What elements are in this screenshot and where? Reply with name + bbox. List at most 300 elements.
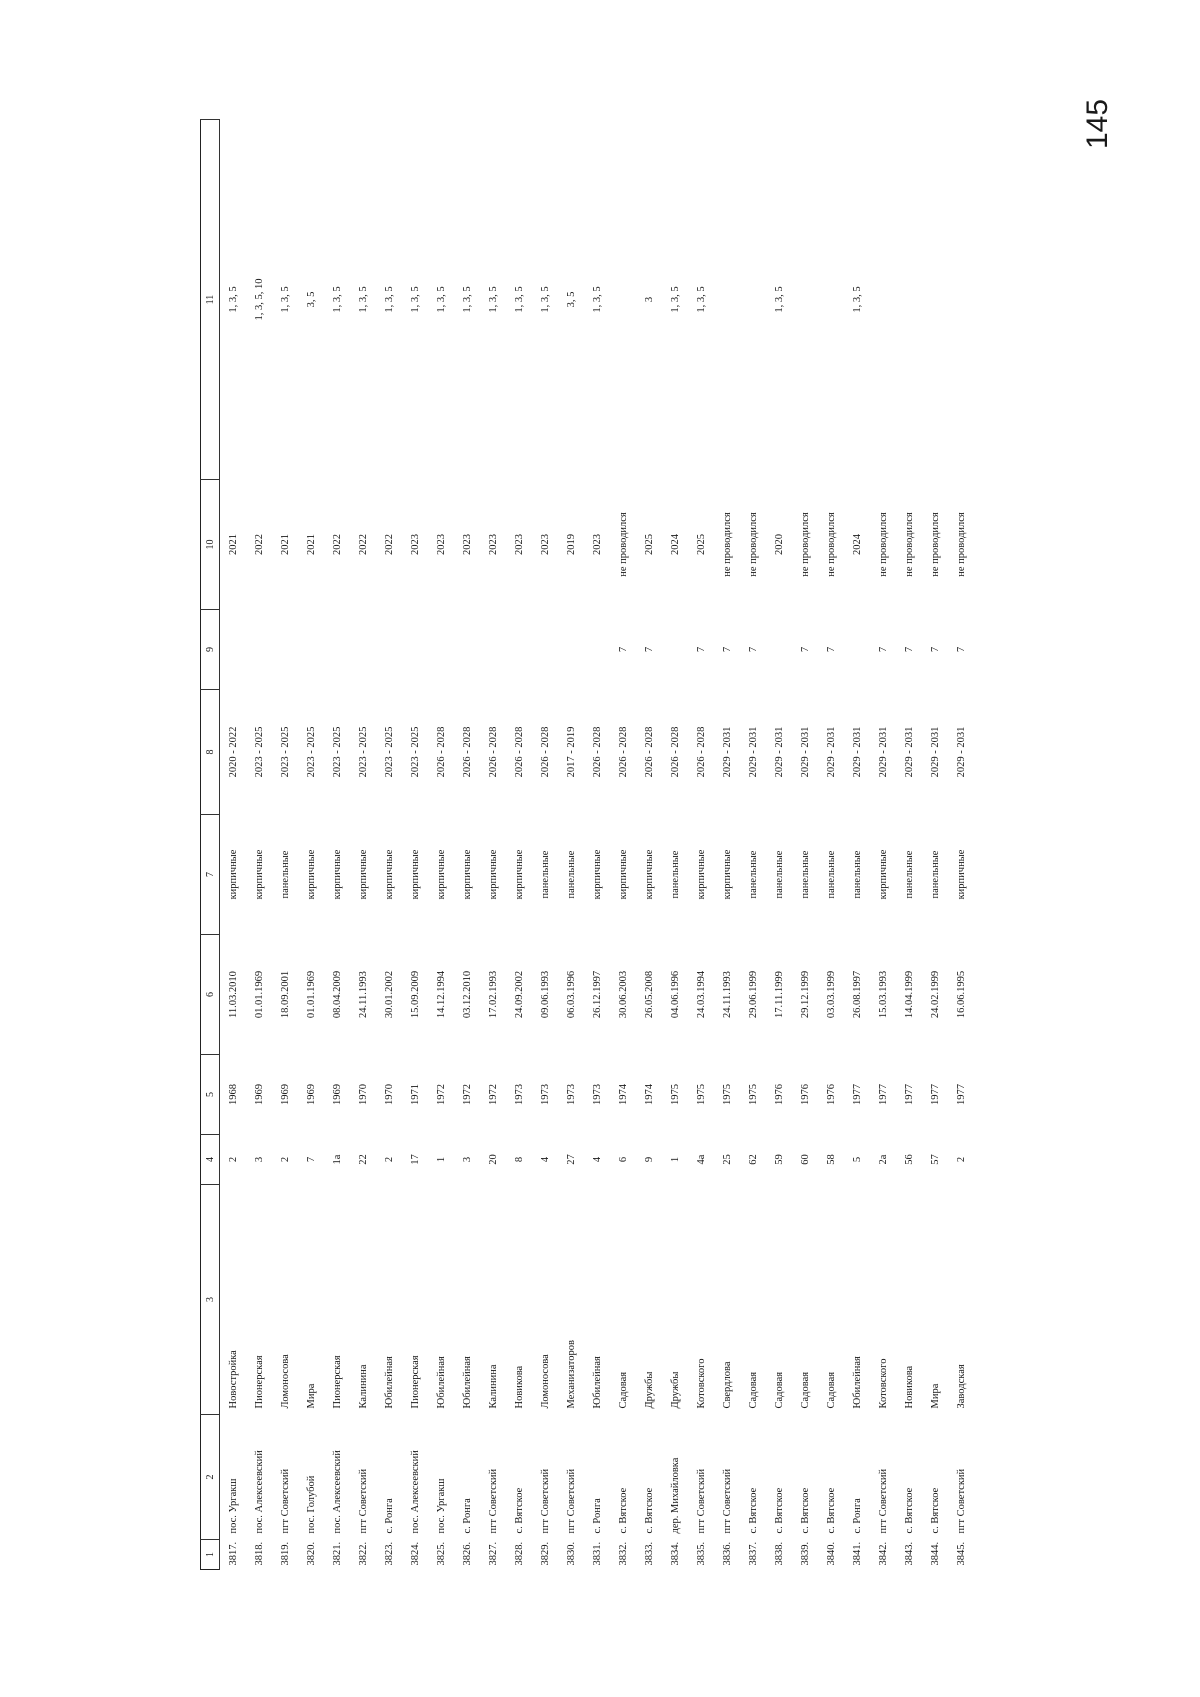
settlement-cell: пгт Советский <box>721 1468 733 1534</box>
wall-material-cell: кирпичные <box>383 849 395 900</box>
period-cell: 2023 - 2025 <box>331 726 343 778</box>
table-row <box>220 120 247 1570</box>
column-header: 9 <box>201 610 220 690</box>
year-cell: 2023 <box>409 534 421 555</box>
codes-cell: 1, 3, 5 <box>409 286 421 313</box>
street-cell: Юбилейная <box>435 1356 447 1409</box>
house-number-cell: 8 <box>513 1156 525 1163</box>
codes-cell: 1, 3, 5 <box>357 286 369 313</box>
date-cell: 26.05.2008 <box>643 970 655 1019</box>
code-cell: 7 <box>825 646 837 653</box>
street-cell: Юбилейная <box>591 1356 603 1409</box>
date-cell: 30.06.2003 <box>617 970 629 1019</box>
column-header: 10 <box>201 480 220 610</box>
date-cell: 24.02.1999 <box>929 970 941 1019</box>
codes-cell: 1, 3, 5, 10 <box>253 278 265 321</box>
wall-material-cell: панельные <box>279 850 291 899</box>
period-cell: 2026 - 2028 <box>669 726 681 778</box>
code-cell <box>506 610 532 690</box>
date-cell: 18.09.2001 <box>279 970 291 1019</box>
code-cell <box>662 610 688 690</box>
row-number-cell: 3831. <box>591 1541 603 1566</box>
street-cell: Пионерская <box>253 1355 265 1409</box>
codes-cell: 1, 3, 5 <box>539 286 551 313</box>
date-cell: 03.12.2010 <box>461 970 473 1019</box>
year-cell: 2023 <box>513 534 525 555</box>
table-row <box>272 120 298 1570</box>
year-built-cell: 1969 <box>305 1084 317 1105</box>
settlement-cell: с. Вятское <box>747 1487 759 1534</box>
wall-material-cell: панельные <box>539 850 551 899</box>
table-row <box>636 120 662 1570</box>
column-header: 5 <box>201 1055 220 1135</box>
column-header: 3 <box>201 1185 220 1415</box>
period-cell: 2029 - 2031 <box>721 726 733 778</box>
year-built-cell: 1973 <box>513 1084 525 1105</box>
settlement-cell: дер. Михайловка <box>669 1457 681 1534</box>
year-cell: не проводился <box>929 512 941 577</box>
codes-cell: 1, 3, 5 <box>851 286 863 313</box>
year-built-cell: 1972 <box>461 1084 473 1105</box>
year-built-cell: 1973 <box>539 1084 551 1105</box>
row-number-cell: 3833. <box>643 1541 655 1566</box>
codes-cell: 1, 3, 5 <box>279 286 291 313</box>
year-cell: 2024 <box>851 534 863 555</box>
date-cell: 24.09.2002 <box>513 970 525 1019</box>
table-row <box>896 120 922 1570</box>
period-cell: 2023 - 2025 <box>305 726 317 778</box>
wall-material-cell: панельные <box>851 850 863 899</box>
row-number-cell: 3827. <box>487 1541 499 1566</box>
house-number-cell: 56 <box>903 1154 915 1165</box>
date-cell: 29.06.1999 <box>747 970 759 1019</box>
year-built-cell: 1976 <box>773 1084 785 1105</box>
street-cell: Новикова <box>903 1365 915 1409</box>
codes-cell <box>792 120 818 480</box>
row-number-cell: 3832. <box>617 1541 629 1566</box>
wall-material-cell: кирпичные <box>513 849 525 900</box>
date-cell: 15.03.1993 <box>877 970 889 1019</box>
code-cell: 7 <box>617 646 629 653</box>
code-cell <box>480 610 506 690</box>
row-number-cell: 3844. <box>929 1541 941 1566</box>
settlement-cell: пгт Советский <box>695 1468 707 1534</box>
codes-cell <box>896 120 922 480</box>
wall-material-cell: кирпичные <box>955 849 967 900</box>
year-built-cell: 1969 <box>279 1084 291 1105</box>
period-cell: 2029 - 2031 <box>825 726 837 778</box>
wall-material-cell: панельные <box>825 850 837 899</box>
street-cell: Новикова <box>513 1365 525 1409</box>
period-cell: 2026 - 2028 <box>539 726 551 778</box>
year-cell: не проводился <box>799 512 811 577</box>
wall-material-cell: панельные <box>747 850 759 899</box>
house-number-cell: 2 <box>383 1156 395 1163</box>
date-cell: 15.09.2009 <box>409 970 421 1019</box>
row-number-cell: 3822. <box>357 1541 369 1566</box>
year-cell: 2021 <box>279 534 291 555</box>
date-cell: 17.11.1999 <box>773 971 785 1018</box>
period-cell: 2017 - 2019 <box>565 726 577 778</box>
year-built-cell: 1974 <box>643 1084 655 1105</box>
codes-cell: 1, 3, 5 <box>383 286 395 313</box>
period-cell: 2023 - 2025 <box>409 726 421 778</box>
wall-material-cell: кирпичные <box>643 849 655 900</box>
house-number-cell: 25 <box>721 1154 733 1165</box>
year-cell: 2023 <box>435 534 447 555</box>
year-cell: не проводился <box>877 512 889 577</box>
wall-material-cell: кирпичные <box>331 849 343 900</box>
date-cell: 24.03.1994 <box>695 970 707 1019</box>
codes-cell: 1, 3, 5 <box>435 286 447 313</box>
house-number-cell: 4а <box>695 1154 707 1165</box>
row-number-cell: 3823. <box>383 1541 395 1566</box>
table-row <box>792 120 818 1570</box>
year-built-cell: 1974 <box>617 1084 629 1105</box>
column-header: 6 <box>201 935 220 1055</box>
codes-cell: 1, 3, 5 <box>591 286 603 313</box>
year-cell: не проводился <box>721 512 733 577</box>
column-header: 2 <box>201 1415 220 1540</box>
year-cell: 2022 <box>383 534 395 555</box>
house-number-cell: 62 <box>747 1154 759 1165</box>
row-number-cell: 3839. <box>799 1541 811 1566</box>
street-cell: Калинина <box>487 1364 499 1409</box>
year-cell: 2022 <box>253 534 265 555</box>
row-number-cell: 3817. <box>227 1541 239 1566</box>
year-cell: не проводился <box>825 512 837 577</box>
date-cell: 14.12.1994 <box>435 970 447 1019</box>
wall-material-cell: панельные <box>799 850 811 899</box>
period-cell: 2026 - 2028 <box>617 726 629 778</box>
wall-material-cell: кирпичные <box>591 849 603 900</box>
year-cell: не проводился <box>903 512 915 577</box>
period-cell: 2029 - 2031 <box>747 726 759 778</box>
year-cell: 2023 <box>591 534 603 555</box>
house-number-cell: 1а <box>331 1154 343 1165</box>
settlement-cell: пгт Советский <box>877 1468 889 1534</box>
settlement-cell: с. Ронга <box>461 1498 473 1534</box>
settlement-cell: с. Ронга <box>383 1498 395 1534</box>
codes-cell: 3, 5 <box>305 291 317 308</box>
year-built-cell: 1977 <box>929 1084 941 1105</box>
table-row <box>714 120 740 1570</box>
house-number-cell: 3 <box>253 1156 265 1163</box>
year-cell: 2023 <box>539 534 551 555</box>
table-row <box>766 120 792 1570</box>
street-cell: Новостройка <box>227 1350 239 1409</box>
code-cell <box>350 610 376 690</box>
year-built-cell: 1968 <box>227 1084 239 1105</box>
year-cell: 2019 <box>565 534 577 555</box>
header-row <box>201 120 220 1570</box>
codes-cell: 1, 3, 5 <box>695 286 707 313</box>
row-number-cell: 3819. <box>279 1541 291 1566</box>
code-cell: 7 <box>721 646 733 653</box>
wall-material-cell: кирпичные <box>877 849 889 900</box>
row-number-cell: 3820. <box>305 1541 317 1566</box>
period-cell: 2029 - 2031 <box>929 726 941 778</box>
wall-material-cell: кирпичные <box>435 849 447 900</box>
table-row <box>948 120 974 1570</box>
year-built-cell: 1977 <box>903 1084 915 1105</box>
house-number-cell: 4 <box>539 1156 551 1163</box>
street-cell: Садовая <box>773 1371 785 1409</box>
table-row <box>428 120 454 1570</box>
settlement-cell: с. Вятское <box>825 1487 837 1534</box>
house-number-cell: 5 <box>851 1156 863 1163</box>
column-header: 1 <box>201 1540 220 1570</box>
year-built-cell: 1976 <box>799 1084 811 1105</box>
house-number-cell: 17 <box>409 1154 421 1165</box>
codes-cell <box>922 120 948 480</box>
codes-cell: 3, 5 <box>565 291 577 308</box>
table-row <box>610 120 636 1570</box>
wall-material-cell: кирпичные <box>409 849 421 900</box>
date-cell: 01.01.1969 <box>305 970 317 1019</box>
house-number-cell: 22 <box>357 1154 369 1165</box>
year-cell: 2023 <box>487 534 499 555</box>
table-row <box>558 120 584 1570</box>
row-number-cell: 3835. <box>695 1541 707 1566</box>
year-built-cell: 1972 <box>487 1084 499 1105</box>
codes-cell <box>818 120 844 480</box>
period-cell: 2029 - 2031 <box>851 726 863 778</box>
code-cell: 7 <box>955 646 967 653</box>
code-cell: 7 <box>747 646 759 653</box>
street-cell: Котовского <box>877 1358 889 1409</box>
table-row <box>818 120 844 1570</box>
year-cell: 2023 <box>461 534 473 555</box>
date-cell: 03.03.1999 <box>825 970 837 1019</box>
table-row <box>662 120 688 1570</box>
year-built-cell: 1971 <box>409 1084 421 1105</box>
code-cell <box>844 610 870 690</box>
year-built-cell: 1972 <box>435 1084 447 1105</box>
settlement-cell: пос. Алексеевский <box>409 1450 421 1534</box>
row-number-cell: 3843. <box>903 1541 915 1566</box>
year-built-cell: 1975 <box>695 1084 707 1105</box>
data-table <box>200 119 974 1570</box>
row-number-cell: 3821. <box>331 1541 343 1566</box>
year-built-cell: 1970 <box>383 1084 395 1105</box>
codes-cell: 3 <box>643 296 655 303</box>
codes-cell <box>948 120 974 480</box>
date-cell: 09.06.1993 <box>539 970 551 1019</box>
code-cell <box>246 610 272 690</box>
code-cell: 7 <box>643 646 655 653</box>
wall-material-cell: кирпичные <box>357 849 369 900</box>
year-built-cell: 1977 <box>851 1084 863 1105</box>
code-cell <box>272 610 298 690</box>
wall-material-cell: панельные <box>565 850 577 899</box>
wall-material-cell: кирпичные <box>487 849 499 900</box>
table-row <box>844 120 870 1570</box>
period-cell: 2026 - 2028 <box>591 726 603 778</box>
street-cell: Мира <box>305 1383 317 1409</box>
settlement-cell: с. Вятское <box>799 1487 811 1534</box>
street-cell: Калинина <box>357 1364 369 1409</box>
code-cell <box>376 610 402 690</box>
house-number-cell: 20 <box>487 1154 499 1165</box>
street-cell: Ломоносова <box>279 1354 291 1409</box>
year-built-cell: 1973 <box>591 1084 603 1105</box>
codes-cell <box>610 120 636 480</box>
year-built-cell: 1975 <box>747 1084 759 1105</box>
codes-cell: 1, 3, 5 <box>461 286 473 313</box>
date-cell: 29.12.1999 <box>799 970 811 1019</box>
house-number-cell: 2 <box>279 1156 291 1163</box>
code-cell <box>220 610 247 690</box>
settlement-cell: пос. Ургакш <box>435 1478 447 1534</box>
codes-cell <box>714 120 740 480</box>
settlement-cell: пгт Советский <box>539 1468 551 1534</box>
period-cell: 2023 - 2025 <box>357 726 369 778</box>
house-number-cell: 59 <box>773 1154 785 1165</box>
date-cell: 17.02.1993 <box>487 970 499 1019</box>
row-number-cell: 3834. <box>669 1541 681 1566</box>
code-cell <box>532 610 558 690</box>
codes-cell: 1, 3, 5 <box>773 286 785 313</box>
year-cell: 2025 <box>695 534 707 555</box>
code-cell <box>298 610 324 690</box>
year-built-cell: 1975 <box>669 1084 681 1105</box>
row-number-cell: 3845. <box>955 1541 967 1566</box>
column-header: 4 <box>201 1135 220 1185</box>
house-number-cell: 1 <box>669 1156 681 1163</box>
code-cell <box>584 610 610 690</box>
codes-cell <box>870 120 896 480</box>
street-cell: Юбилейная <box>383 1356 395 1409</box>
period-cell: 2023 - 2025 <box>253 726 265 778</box>
settlement-cell: с. Вятское <box>773 1487 785 1534</box>
table-row <box>922 120 948 1570</box>
house-number-cell: 7 <box>305 1156 317 1163</box>
year-cell: 2021 <box>227 534 239 555</box>
period-cell: 2026 - 2028 <box>695 726 707 778</box>
street-cell: Механизаторов <box>565 1340 577 1409</box>
settlement-cell: с. Вятское <box>903 1487 915 1534</box>
year-cell: не проводился <box>747 512 759 577</box>
date-cell: 08.04.2009 <box>331 970 343 1019</box>
settlement-cell: пос. Алексеевский <box>331 1450 343 1534</box>
table-row <box>532 120 558 1570</box>
codes-cell: 1, 3, 5 <box>669 286 681 313</box>
code-cell <box>402 610 428 690</box>
date-cell: 06.03.1996 <box>565 970 577 1019</box>
settlement-cell: пгт Советский <box>279 1468 291 1534</box>
row-number-cell: 3828. <box>513 1541 525 1566</box>
wall-material-cell: кирпичные <box>461 849 473 900</box>
settlement-cell: с. Ронга <box>851 1498 863 1534</box>
settlement-cell: пгт Советский <box>955 1468 967 1534</box>
codes-cell <box>740 120 766 480</box>
street-cell: Садовая <box>825 1371 837 1409</box>
code-cell: 7 <box>929 646 941 653</box>
street-cell: Дружбы <box>669 1371 681 1409</box>
page-number: 145 <box>1081 98 1114 150</box>
year-built-cell: 1975 <box>721 1084 733 1105</box>
row-number-cell: 3829. <box>539 1541 551 1566</box>
table-row <box>506 120 532 1570</box>
street-cell: Ломоносова <box>539 1354 551 1409</box>
year-built-cell: 1969 <box>331 1084 343 1105</box>
date-cell: 24.11.1993 <box>357 971 369 1018</box>
year-built-cell: 1969 <box>253 1084 265 1105</box>
wall-material-cell: кирпичные <box>227 849 239 900</box>
code-cell <box>454 610 480 690</box>
wall-material-cell: кирпичные <box>617 849 629 900</box>
period-cell: 2026 - 2028 <box>487 726 499 778</box>
code-cell: 7 <box>877 646 889 653</box>
house-number-cell: 4 <box>591 1156 603 1163</box>
date-cell: 16.06.1995 <box>955 970 967 1019</box>
table-row <box>584 120 610 1570</box>
period-cell: 2029 - 2031 <box>955 726 967 778</box>
settlement-cell: пгт Советский <box>357 1468 369 1534</box>
row-number-cell: 3830. <box>565 1541 577 1566</box>
table-row <box>376 120 402 1570</box>
year-cell: 2025 <box>643 534 655 555</box>
wall-material-cell: кирпичные <box>305 849 317 900</box>
house-number-cell: 2а <box>877 1154 889 1165</box>
table-row <box>688 120 714 1570</box>
table-row <box>298 120 324 1570</box>
street-cell: Юбилейная <box>461 1356 473 1409</box>
row-number-cell: 3842. <box>877 1541 889 1566</box>
period-cell: 2023 - 2025 <box>279 726 291 778</box>
year-cell: не проводился <box>617 512 629 577</box>
code-cell: 7 <box>695 646 707 653</box>
settlement-cell: с. Ронга <box>591 1498 603 1534</box>
street-cell: Садовая <box>799 1371 811 1409</box>
period-cell: 2023 - 2025 <box>383 726 395 778</box>
street-cell: Пионерская <box>331 1355 343 1409</box>
street-cell: Заводская <box>955 1364 967 1409</box>
settlement-cell: пос. Голубой <box>305 1475 317 1534</box>
house-number-cell: 57 <box>929 1154 941 1165</box>
settlement-cell: пгт Советский <box>487 1468 499 1534</box>
wall-material-cell: панельные <box>903 850 915 899</box>
house-number-cell: 60 <box>799 1154 811 1165</box>
code-cell <box>558 610 584 690</box>
year-cell: не проводился <box>955 512 967 577</box>
settlement-cell: пгт Советский <box>565 1468 577 1534</box>
row-number-cell: 3826. <box>461 1541 473 1566</box>
codes-cell: 1, 3, 5 <box>331 286 343 313</box>
table-row <box>740 120 766 1570</box>
house-number-cell: 58 <box>825 1154 837 1165</box>
column-header: 8 <box>201 690 220 815</box>
column-header: 11 <box>201 120 220 480</box>
settlement-cell: с. Вятское <box>929 1487 941 1534</box>
year-cell: 2021 <box>305 534 317 555</box>
period-cell: 2029 - 2031 <box>877 726 889 778</box>
period-cell: 2026 - 2028 <box>643 726 655 778</box>
street-cell: Садовая <box>747 1371 759 1409</box>
row-number-cell: 3838. <box>773 1541 785 1566</box>
code-cell <box>324 610 350 690</box>
year-built-cell: 1977 <box>877 1084 889 1105</box>
code-cell <box>766 610 792 690</box>
house-number-cell: 6 <box>617 1156 629 1163</box>
wall-material-cell: панельные <box>929 850 941 899</box>
codes-cell: 1, 3, 5 <box>513 286 525 313</box>
house-number-cell: 2 <box>955 1156 967 1163</box>
date-cell: 26.12.1997 <box>591 970 603 1019</box>
row-number-cell: 3837. <box>747 1541 759 1566</box>
house-number-cell: 27 <box>565 1154 577 1165</box>
